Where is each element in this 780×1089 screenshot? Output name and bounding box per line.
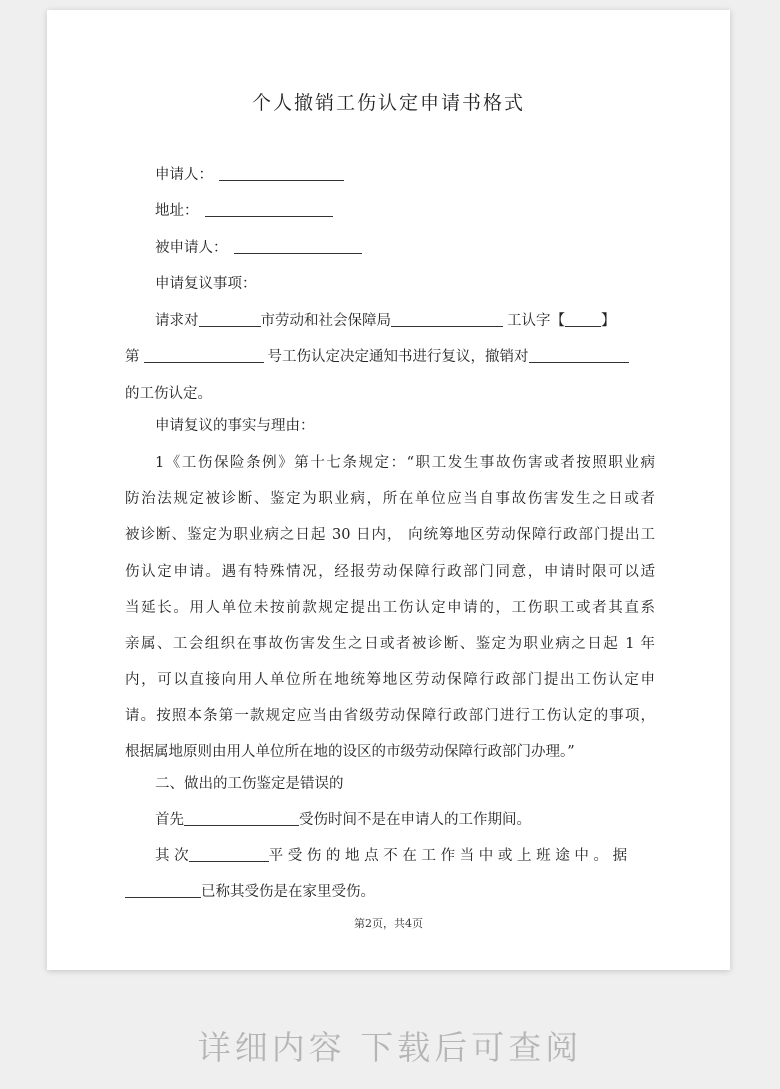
paragraph-line: 防治法规定被诊断、鉴定为职业病，所在单位应当自事故伤害发生之日或者 [125,491,655,507]
request-line-1 [155,309,655,330]
address-field [155,199,333,220]
paragraph-line: 当延长。用人单位未按前款规定提出工伤认定申请的，工伤职工或者其直系 [125,600,655,616]
request-text-b: 市劳动和社会保障局 [260,313,391,329]
person-blank [529,348,629,363]
paragraph-line: 被诊断、鉴定为职业病之日起 30 日内， 向统筹地区劳动保障行政部门提出工 [125,527,655,543]
request-text-c: 工认字【 [507,313,565,329]
second-blank [189,847,269,862]
paragraph-line: 根据属地原则由用人单位所在地的设区的市级劳动保障行政部门办理。” [125,744,575,760]
third-blank [125,883,201,898]
respondent-field [155,236,362,257]
number-blank [144,348,264,363]
respondent-blank [234,239,362,254]
download-prompt[interactable]: 详细内容 下载后可查阅 [197,1028,583,1067]
page-number: 第2页，共4页 [354,917,423,930]
request-text-d: 】 [601,313,616,329]
applicant-blank [219,166,344,181]
paragraph-line: 1《工伤保险条例》第十七条规定：“职工发生事故伤害或者按照职业病 [155,455,655,471]
respondent-label: 被申请人： [155,240,228,256]
document-page [47,10,730,970]
bureau-blank [391,312,503,327]
first-text-a: 首先 [155,812,184,828]
paragraph-line: 伤认定申请。遇有特殊情况，经报劳动保障行政部门同意，申请时限可以适 [125,564,655,580]
paragraph-line: 亲属、工会组织在事故伤害发生之日或者被诊断、鉴定为职业病之日起 1 年 [125,636,655,652]
request-line-2 [125,345,655,366]
review-items-heading: 申请复议事项： [155,276,257,292]
second-text-a: 其 次 [155,848,189,864]
third-line [125,880,655,901]
paragraph-line: 内，可以直接向用人单位所在地统筹地区劳动保障行政部门提出工伤认定申 [125,672,655,688]
applicant-label: 申请人： [155,167,213,183]
page-title: 个人撤销工伤认定申请书格式 [251,92,525,114]
paragraph-line: 请。按照本条第一款规定应当由省级劳动保障行政部门进行工伤认定的事项， [125,708,655,724]
request-text-f: 号工伤认定决定通知书进行复议，撤销对 [267,349,529,365]
address-label: 地址： [155,203,199,219]
request-text-a: 请求对 [155,313,199,329]
facts-heading: 申请复议的事实与理由： [155,418,315,434]
address-blank [205,202,333,217]
cert-number-blank [565,312,601,327]
first-line [155,808,685,829]
first-blank [184,811,299,826]
request-line-3: 的工伤认定。 [125,386,212,402]
second-line [155,844,655,865]
city-blank [199,312,261,327]
third-text: 已称其受伤是在家里受伤。 [201,884,375,900]
second-text-b: 平 受 伤 的 地 点 不 在 工 作 当 中 或 上 班 途 中 。 据 [268,848,628,864]
request-text-e: 第 [125,349,140,365]
section-2-heading: 二、做出的工伤鉴定是错误的 [155,776,344,792]
first-text-b: 受伤时间不是在申请人的工作期间。 [299,812,531,828]
applicant-field [155,163,344,184]
